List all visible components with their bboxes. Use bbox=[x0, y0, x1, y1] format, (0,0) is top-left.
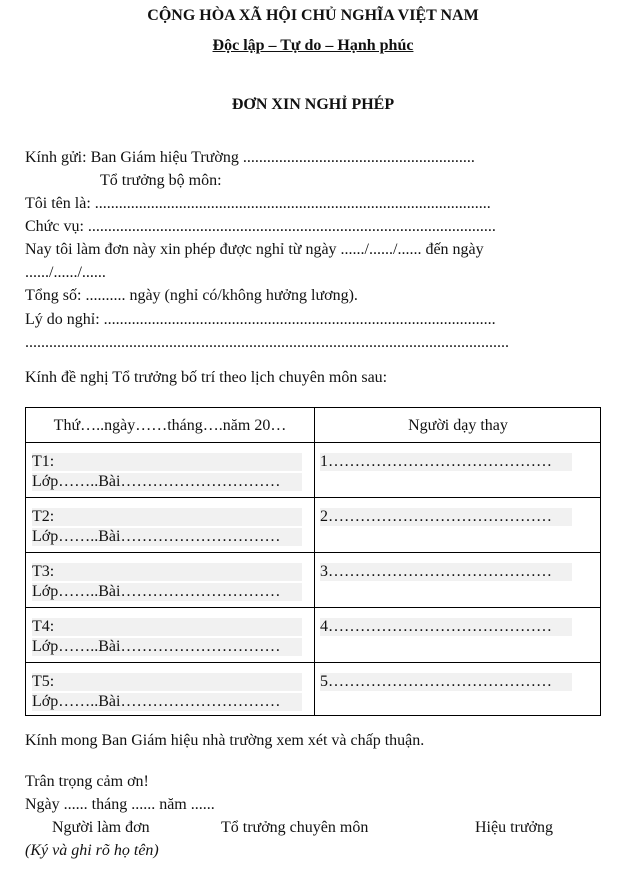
reason-line: Lý do nghỉ: .................................................................................................. bbox=[25, 311, 496, 328]
signature-principal-label: Hiệu trưởng bbox=[475, 819, 554, 836]
name-line: Tôi tên là: ................................................................................................... bbox=[25, 195, 491, 212]
row-day: T5: bbox=[32, 673, 302, 691]
table-row-divider bbox=[26, 552, 600, 553]
total-days-line: Tổng số: .......... ngày (nghỉ có/không hưởng lương). bbox=[25, 287, 358, 304]
reason-continuation-line: ......................................................................................................................... bbox=[25, 334, 509, 351]
thanks-line: Trân trọng cảm ơn! bbox=[25, 773, 149, 790]
row-lesson: Lớp……..Bài………………………… bbox=[32, 638, 302, 656]
table-header-substitute: Người dạy thay bbox=[408, 417, 508, 434]
country-header: CỘNG HÒA XÃ HỘI CHỦ NGHĨA VIỆT NAM bbox=[147, 7, 479, 24]
document-title: ĐƠN XIN NGHỈ PHÉP bbox=[231, 96, 395, 113]
row-lesson: Lớp……..Bài………………………… bbox=[32, 693, 302, 711]
table-row-divider bbox=[26, 662, 600, 663]
table-row-divider bbox=[26, 442, 600, 443]
table-header-date: Thứ…..ngày……tháng….năm 20… bbox=[53, 417, 287, 434]
leave-end-date-line: ....../....../...... bbox=[25, 264, 106, 281]
table-row-divider bbox=[26, 497, 600, 498]
approval-request: Kính mong Ban Giám hiệu nhà trường xem xét và chấp thuận. bbox=[25, 732, 425, 749]
row-substitute: 3…………………………………… bbox=[320, 563, 572, 581]
table-row-divider bbox=[26, 607, 600, 608]
row-substitute: 2…………………………………… bbox=[320, 508, 572, 526]
row-day: T4: bbox=[32, 618, 302, 636]
substitute-schedule-table bbox=[25, 407, 601, 716]
date-line: Ngày ...... tháng ...... năm ...... bbox=[25, 796, 215, 813]
schedule-request-line: Kính đề nghị Tổ trưởng bố trí theo lịch chuyên môn sau: bbox=[25, 369, 388, 386]
signature-department-head-label: Tổ trưởng chuyên môn bbox=[221, 819, 369, 836]
table-column-divider bbox=[314, 408, 315, 715]
row-substitute: 1…………………………………… bbox=[320, 453, 572, 471]
signature-applicant-label: Người làm đơn bbox=[52, 819, 150, 836]
row-day: T2: bbox=[32, 508, 302, 526]
row-substitute: 4…………………………………… bbox=[320, 618, 572, 636]
row-day: T1: bbox=[32, 453, 302, 471]
row-day: T3: bbox=[32, 563, 302, 581]
row-substitute: 5…………………………………… bbox=[320, 673, 572, 691]
addressee-line: Kính gửi: Ban Giám hiệu Trường .......................................................... bbox=[25, 149, 475, 166]
signature-note: (Ký và ghi rõ họ tên) bbox=[25, 842, 159, 859]
leave-period-line: Nay tôi làm đơn này xin phép được nghỉ từ ngày ....../....../...... đến ngày bbox=[25, 241, 484, 258]
row-lesson: Lớp……..Bài………………………… bbox=[32, 583, 302, 601]
row-lesson: Lớp……..Bài………………………… bbox=[32, 473, 302, 491]
department-head-line: Tổ trưởng bộ môn: bbox=[100, 172, 222, 189]
row-lesson: Lớp……..Bài………………………… bbox=[32, 528, 302, 546]
position-line: Chức vụ: ...................................................................................................... bbox=[25, 218, 496, 235]
motto: Độc lập – Tự do – Hạnh phúc bbox=[212, 37, 414, 54]
